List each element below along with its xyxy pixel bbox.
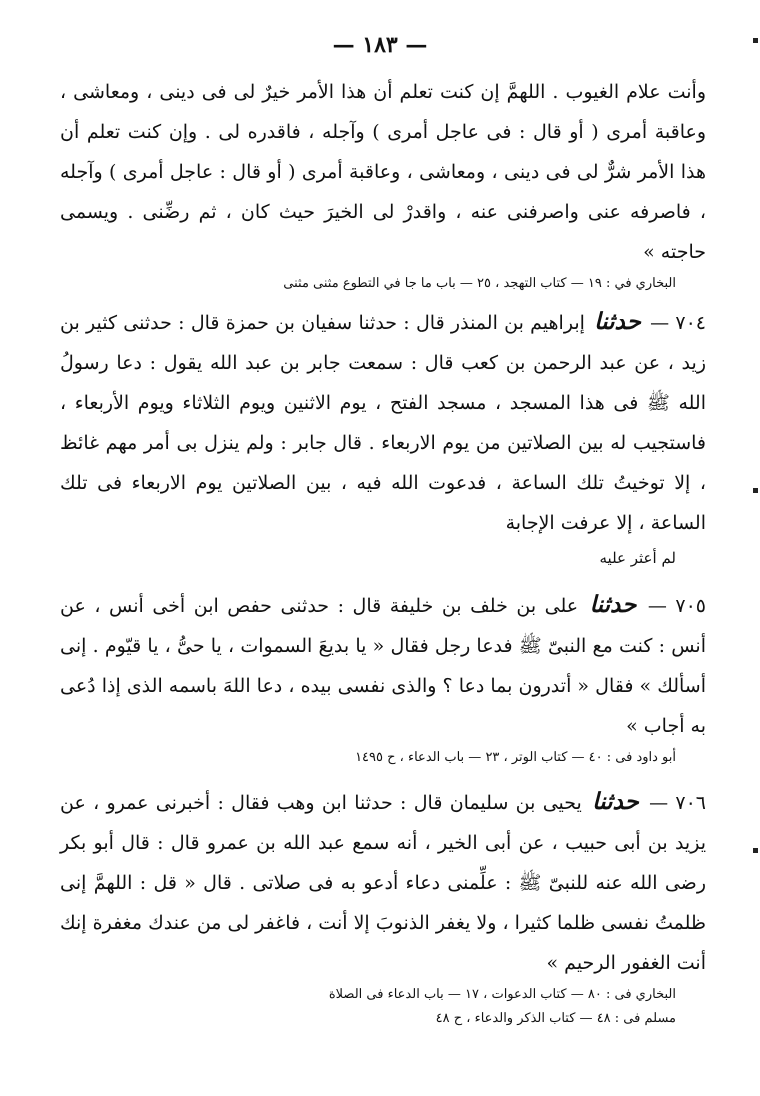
page-number: — ١٨٣ — [332, 32, 428, 58]
hadith-704-note: لم أعثر عليه [599, 549, 676, 567]
haddathana-word: حدثنا [592, 788, 639, 815]
hadith-706-source-1: البخاري فى : ٨٠ — كتاب الدعوات ، ١٧ — باب الدعاء فى الصلاة [328, 987, 676, 1002]
hadith-text: إبراهيم بن المنذر قال : حدثنا سفيان بن حمزة قال : حدثنى كثير بن زيد ، عن عبد الرحمن بن كعب قال : سمعت جابر بن عبد الله يقول : دعا رسولُ الله ﷺ فى هذا المسجد ، مسجد الفتح ، يوم الاثنين ويوم الثلاثاء ويوم الأربعاء ، فاستجيب له بين الصلاتين من يوم الاربعاء . قال جابر : ولم ينزل بى أمر مهم غائظ ، إلا توخيتُ تلك الساعة ، فدعوت الله فيه ، بين الصلاتين يوم الاربعاء فى تلك الساعة ، إلا عرفت الإجابة [60, 312, 706, 534]
hadith-text: يحيى بن سليمان قال : حدثنا ابن وهب فقال : أخبرنى عمرو ، عن يزيد بن أبى حبيب ، عن أبى الخير ، أنه سمع عبد الله بن عمرو قال : قال أبو بكر رضى الله عنه للنبىّ ﷺ : علِّمنى دعاء أدعو به فى صلاتى . قال « قل : اللهمَّ إنى ظلمتُ نفسى ظلما كثيرا ، ولا يغفر الذنوبَ إلا أنت ، فاغفر لى من عندك مغفرة إنك أنت الغفور الرحيم » [60, 792, 706, 974]
hadith-705 [60, 585, 706, 746]
edge-mark [753, 848, 758, 853]
haddathana-word: حدثنا [589, 591, 637, 618]
edge-mark [753, 488, 758, 493]
page-content [60, 72, 706, 1031]
hadith-706-source-2: مسلم فى : ٤٨ — كتاب الذكر والدعاء ، ح ٤٨ [435, 1011, 676, 1026]
hadith-number: ٧٠٤ — [650, 312, 706, 334]
hadith-number: ٧٠٦ — [649, 792, 706, 814]
hadith-705-source: أبو داود فى : ٤٠ — كتاب الوتر ، ٢٣ — باب الدعاء ، ح ١٤٩٥ [355, 750, 676, 765]
continuation-source: البخاري في : ١٩ — كتاب التهجد ، ٢٥ — باب ما جا في التطوع مثنى مثنى [283, 276, 676, 291]
continuation-text: وأنت علام الغيوب . اللهمَّ إن كنت تعلم أن هذا الأمر خيرٌ لى فى دينى ، ومعاشى ، وعاقبة أمرى ( أو قال : فى عاجل أمرى ) وآجله ، فاقدره لى . وإن كنت تعلم أن هذا الأمر شرٌّ لى فى دينى ، ومعاشى ، وعاقبة أمرى ( أو قال : عاجل أمرى ) وآجله ، فاصرفه عنى واصرفنى عنه ، واقدرْ لى الخيرَ حيث كان ، ثم رضِّنى . ويسمى حاجته » [60, 81, 706, 263]
hadith-text: على بن خلف بن خليفة قال : حدثنى حفص ابن أخى أنس ، عن أنس : كنت مع النبىّ ﷺ فدعا رجل فقال « يا بديعَ السموات ، يا حىُّ ، يا قيّوم . إنى أسألك » فقال « أتدرون بما دعا ؟ والذى نفسى بيده ، دعا اللهَ باسمه الذى إذا دُعى به أجاب » [60, 595, 706, 737]
hadith-number: ٧٠٥ — [647, 595, 707, 617]
edge-mark [753, 38, 758, 43]
hadith-704 [60, 302, 706, 543]
haddathana-word: حدثنا [594, 308, 641, 335]
hadith-706 [60, 782, 706, 983]
